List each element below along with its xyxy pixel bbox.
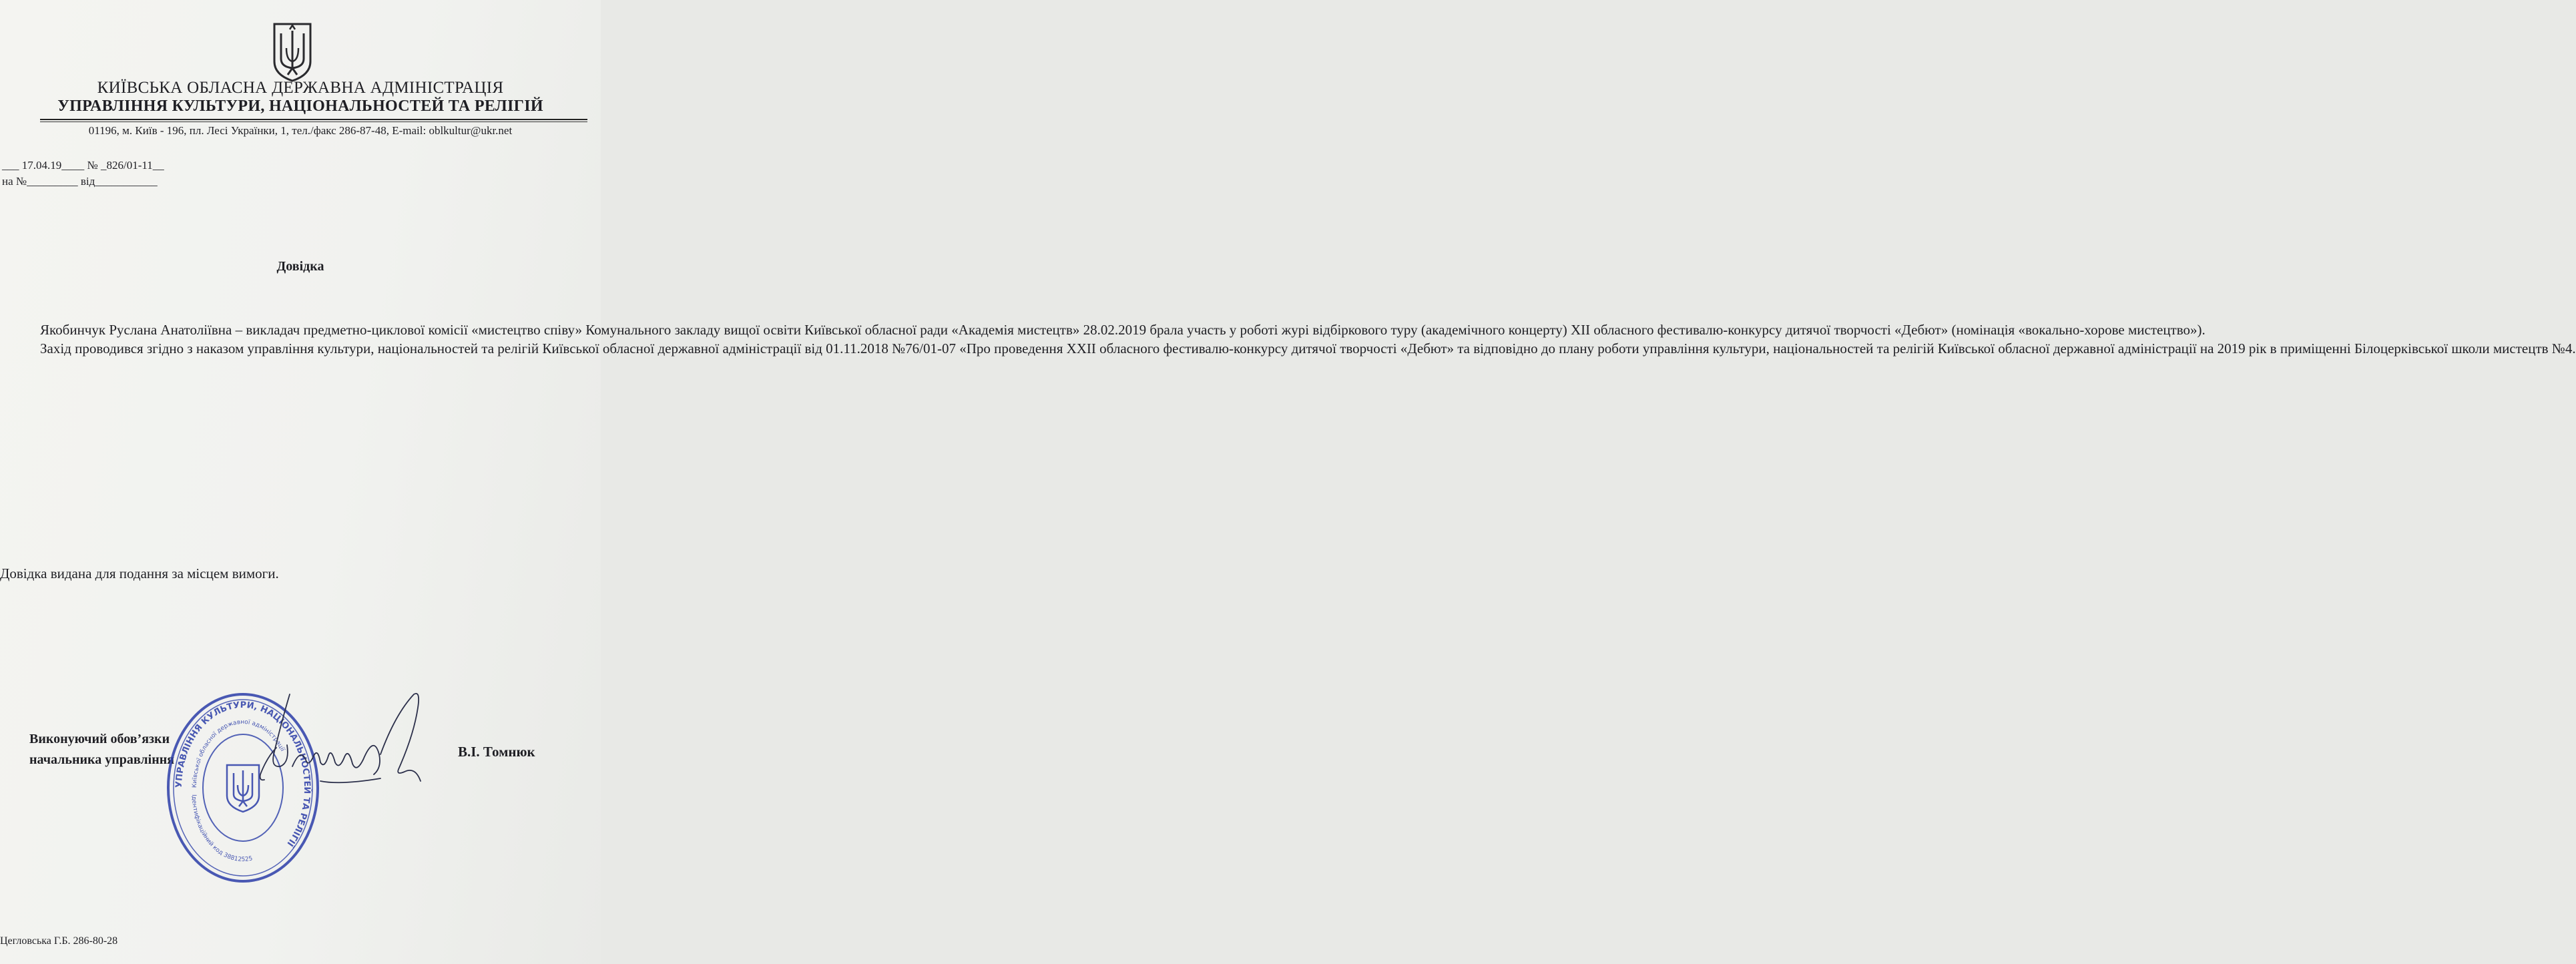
paragraph-2: Захід проводився згідно з наказом управління культури, національностей та релігій Київської обласної державної адміністрації від 01.11.2018 №76/01-07 «Про проведення ХХІІ обласного фестивалю-конкурсу дитячої творчості «Дебют» та відповідно до плану роботи управління культури, національностей та релігій Київської обласної державної адміністрації на 2019 рік в приміщенні Білоцерківської школи мистецтв №4. (40, 340, 2576, 356)
signatory-position-line1: Виконуючий обов’язки (29, 732, 170, 746)
document-body (0, 320, 2576, 358)
seal-outer-text: УПРАВЛІННЯ КУЛЬТУРИ, НАЦІОНАЛЬНОСТЕЙ ТА РЕЛІГІЇ (174, 700, 312, 849)
header-rule (40, 119, 587, 120)
paragraph-1: Якобинчук Руслана Анатоліївна – викладач предметно-циклової комісії «мистецтво співу» Комунального закладу вищої освіти Київської обласної ради «Академія мистецтв» 28.02.2019 брала участь у роботі журі відбіркового туру (академічного концерту) ХІІ обласного фестивалю-конкурсу дитячої творчості «Дебют» (номінація «вокально-хорове мистецтво»). (40, 322, 2206, 338)
signatory-position-line2: начальника управління (29, 752, 175, 767)
closing-line: Довідка видана для подання за місцем вимоги. (0, 565, 279, 581)
outgoing-registration: ___ 17.04.19____ № _826/01-11__ (2, 159, 164, 172)
seal-code-text: Ідентифікаційний код 38812525 (190, 794, 254, 864)
handwritten-signature (220, 681, 447, 801)
organization-address: 01196, м. Київ - 196, пл. Лесі Українки, 1, тел./факс 286-87-48, E-mail: oblkultur@ukr.net (88, 124, 513, 137)
organization-name: КИЇВСЬКА ОБЛАСНА ДЕРЖАВНА АДМІНІСТРАЦІЯ (97, 79, 504, 97)
incoming-reference: на №_________ від___________ (2, 175, 158, 188)
seal-inner-text: Київської обласної державної адміністрації (191, 718, 286, 788)
document-title: Довідка (276, 259, 324, 274)
svg-text:Ідентифікаційний код 38812525 (190, 794, 253, 863)
signatory-name: В.І. Томнюк (458, 744, 535, 760)
trident-emblem-icon (272, 21, 313, 83)
department-name: УПРАВЛІННЯ КУЛЬТУРИ, НАЦІОНАЛЬНОСТЕЙ ТА РЕЛІГІЙ (57, 97, 543, 115)
executor-footer: Цегловська Г.Б. 286-80-28 (0, 935, 118, 947)
